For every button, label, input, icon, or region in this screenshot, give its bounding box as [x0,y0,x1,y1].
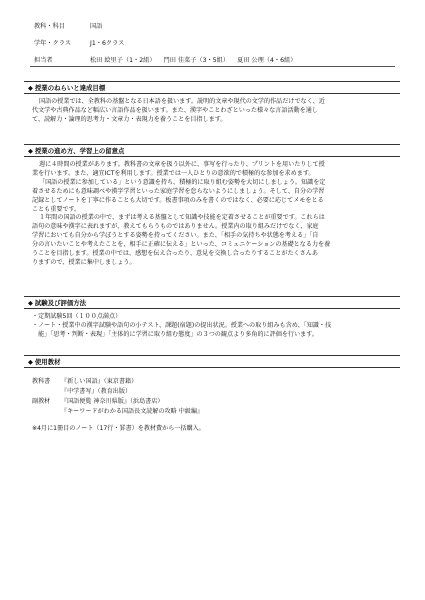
text-line: りますので、授業に集中しましょう。 [32,258,136,266]
teacher-name: 松田 絵里子（1・2組） [90,57,156,64]
text-line: １年間の国語の授業の中で、まずは考える基盤として知識や技能を定着させることが重要です。これらは [39,214,325,222]
subject-label: 教科・科目 [34,23,65,30]
textbook-item: 『新しい国語』（東京書籍） [61,378,138,385]
evaluation-paragraph [32,313,393,340]
note-text: ※4月に1冊目のノート（17行・罫書）を教材費から一括購入。 [32,425,205,432]
text-line: うことを目指します。授業の中では、感想を伝え合ったり、意見を交換し合ったりすることがたくさんあ [32,250,318,258]
section-heading-evaluation [24,296,400,309]
textbook-label: 教科書 [32,378,51,385]
method-paragraph [32,161,393,268]
text-line: て、読解力・論理的思考力・文章力・表現力を養うことを目指します。 [32,115,227,123]
section-heading-aims [24,81,400,94]
teacher-label: 担当者 [34,57,53,64]
text-line: 着させるためにも意味調べや漢字学習といった家庭学習を怠らないようにしましょう。そして、自分の学習 [32,187,325,195]
aims-paragraph [32,98,393,125]
text-line: 学習においても自分から学ぼうとする姿勢を持ってください。また、「相手の気持ちや状態を考える」「自 [32,232,319,240]
section-title: 使用教材 [34,358,61,366]
sub-material-label: 副教材 [32,398,51,405]
section-title: 試験及び評価方法 [34,299,87,307]
class-value: J1・6クラス [90,40,125,47]
teacher-row [34,55,296,64]
sub-material-row [32,396,163,405]
text-line: 語句の意味や漢字に表れますが、教えてもらうものではありません。授業内の取り組みだけでなく、家庭 [32,223,319,231]
diamond-marker: ◆ [28,358,33,366]
section-heading-materials [24,355,400,368]
text-line: ことも重要です。 [32,205,81,213]
textbook-row [61,386,131,395]
diamond-marker: ◆ [28,299,33,307]
notebook-note [32,423,205,432]
subject-value: 国語 [90,23,103,30]
text-line: 分の言いたいことや考えたことを、相手に正確に伝える」といった、コミュニケーションの基礎となる力を養 [32,241,331,249]
diamond-marker: ◆ [28,147,33,155]
text-line: 国語の授業では、全教科の基盤となる日本語を扱います。説明的文章や現代の文学的作品だけでなく、近 [39,98,325,105]
text-line: 「国語の授業に参加している」という意識を持ち、積極的に取り組む姿勢を大切にしましょう。知識を定 [39,178,326,186]
teacher-name: 夏田 公理（4・6組） [237,57,297,64]
sub-material-item: 『キーワードがわかる国語長文読解の攻略 中級編』 [61,408,204,415]
text-line: 週に４時間の授業があります。教科書の文章を扱う以外に、事写を行ったり、プリントを用いたりして授 [39,161,325,168]
text-line: 能」「思考・判断・表現」「主体的に学習に取り組む態度」の３つの観点より多角的に評価を行います。 [32,330,318,338]
teacher-name: 門田 佳菜子（3・5組） [163,57,230,64]
text-line: ・定期試験5回（１００点満点） [32,313,122,320]
section-title: 授業のねらいと達成目標 [34,84,106,92]
sub-material-row [61,406,203,415]
text-line: 業を行います。また、適宜ICTを利用します。授業では一人ひとりの意欲的で積極的な参加を求めます。 [32,169,315,177]
textbook-item: 『中学書写』（教育出版） [61,388,132,395]
textbook-row [32,376,137,385]
class-label: 学年・クラス [34,40,71,47]
section-title: 授業の進め方、学習上の留意点 [34,147,125,155]
sub-material-item: 『国語便覧 神奈川県版』（浜島書店） [61,398,164,405]
text-line: 記録としてノートを丁寧に作ることも大切です。板書事項のみを書くのではなく、必要に応じてメモをとる [32,196,324,204]
class-row [34,38,124,47]
text-line: ・ノート・授業中の漢字試験や語句の小テスト、課題(宿題)の提出状況。授業への取り組みも含め、「知識・技 [32,321,332,329]
text-line: 代文学や古典作品など幅広い言語作品を扱います。また、漢字やことわざといった様々な言語活動を通し [32,106,318,114]
diamond-marker: ◆ [28,84,33,92]
section-heading-method [24,144,400,157]
header-divider [30,66,395,67]
subject-row [34,21,102,30]
